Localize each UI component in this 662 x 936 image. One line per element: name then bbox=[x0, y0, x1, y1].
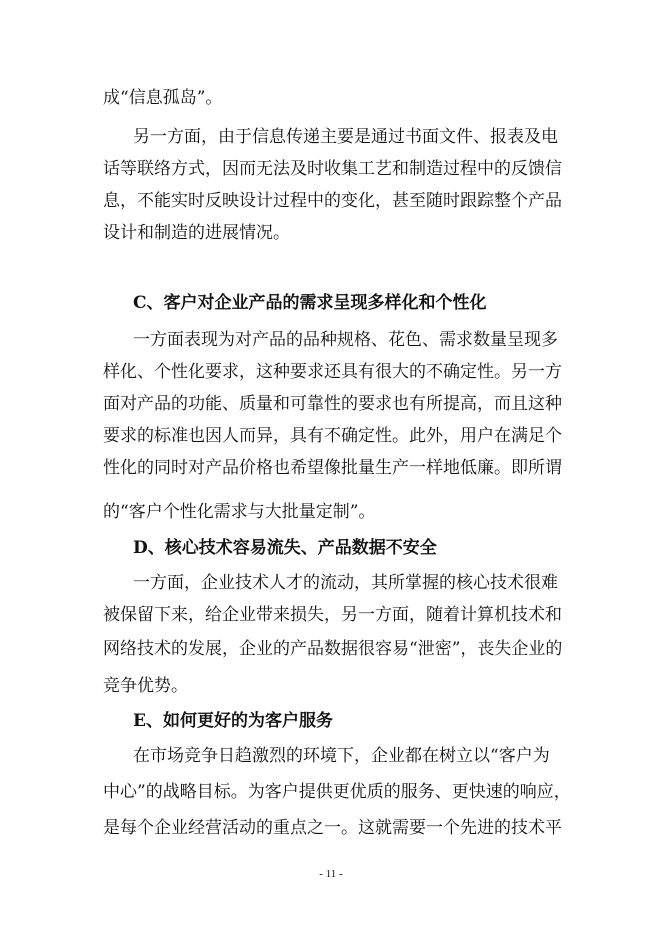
text-line: 的“客户个性化需求与大批量定制”。 bbox=[103, 502, 376, 522]
section-heading-c: C、客户对企业产品的需求呈现多样化和个性化 bbox=[133, 293, 487, 313]
text-line: 一方面表现为对产品的品种规格、花色、需求数量呈现多 bbox=[133, 330, 558, 350]
text-line: 设计和制造的进展情况。 bbox=[103, 223, 290, 243]
text-line: 面对产品的功能、质量和可靠性的要求也有所提高，而且这种 bbox=[103, 394, 562, 414]
text-line: 网络技术的发展，企业的产品数据很容易“泄密”，丧失企业的 bbox=[103, 639, 563, 659]
text-line: 中心”的战略目标。为客户提供更优质的服务、更快速的响应， bbox=[103, 782, 571, 802]
page-number: - 11 - bbox=[319, 868, 343, 880]
text-line: 息，不能实时反映设计过程中的变化，甚至随时跟踪整个产品 bbox=[103, 191, 562, 211]
text-line: 性化的同时对产品价格也希望像批量生产一样地低廉。即所谓 bbox=[103, 458, 562, 478]
text-line: 样化、个性化要求，这种要求还具有很大的不确定性。另一方 bbox=[103, 362, 562, 382]
text-line: 在市场竞争日趋激烈的环境下，企业都在树立以“客户为 bbox=[133, 746, 550, 766]
text-line: 话等联络方式，因而无法及时收集工艺和制造过程中的反馈信 bbox=[103, 159, 562, 179]
text-line: 被保留下来，给企业带来损失，另一方面，随着计算机技术和 bbox=[103, 605, 562, 625]
text-line: 是每个企业经营活动的重点之一。这就需要一个先进的技术平 bbox=[103, 818, 562, 838]
text-line: 竞争优势。 bbox=[103, 676, 188, 696]
section-heading-d: D、核心技术容易流失、产品数据不安全 bbox=[133, 538, 437, 558]
text-line: 要求的标准也因人而异，具有不确定性。此外，用户在满足个 bbox=[103, 426, 562, 446]
text-line: 成“信息孤岛”。 bbox=[103, 88, 223, 108]
section-heading-e: E、如何更好的为客户服务 bbox=[133, 711, 333, 731]
text-line: 另一方面，由于信息传递主要是通过书面文件、报表及电 bbox=[133, 127, 558, 147]
text-line: 一方面，企业技术人才的流动，其所掌握的核心技术很难 bbox=[133, 573, 558, 593]
